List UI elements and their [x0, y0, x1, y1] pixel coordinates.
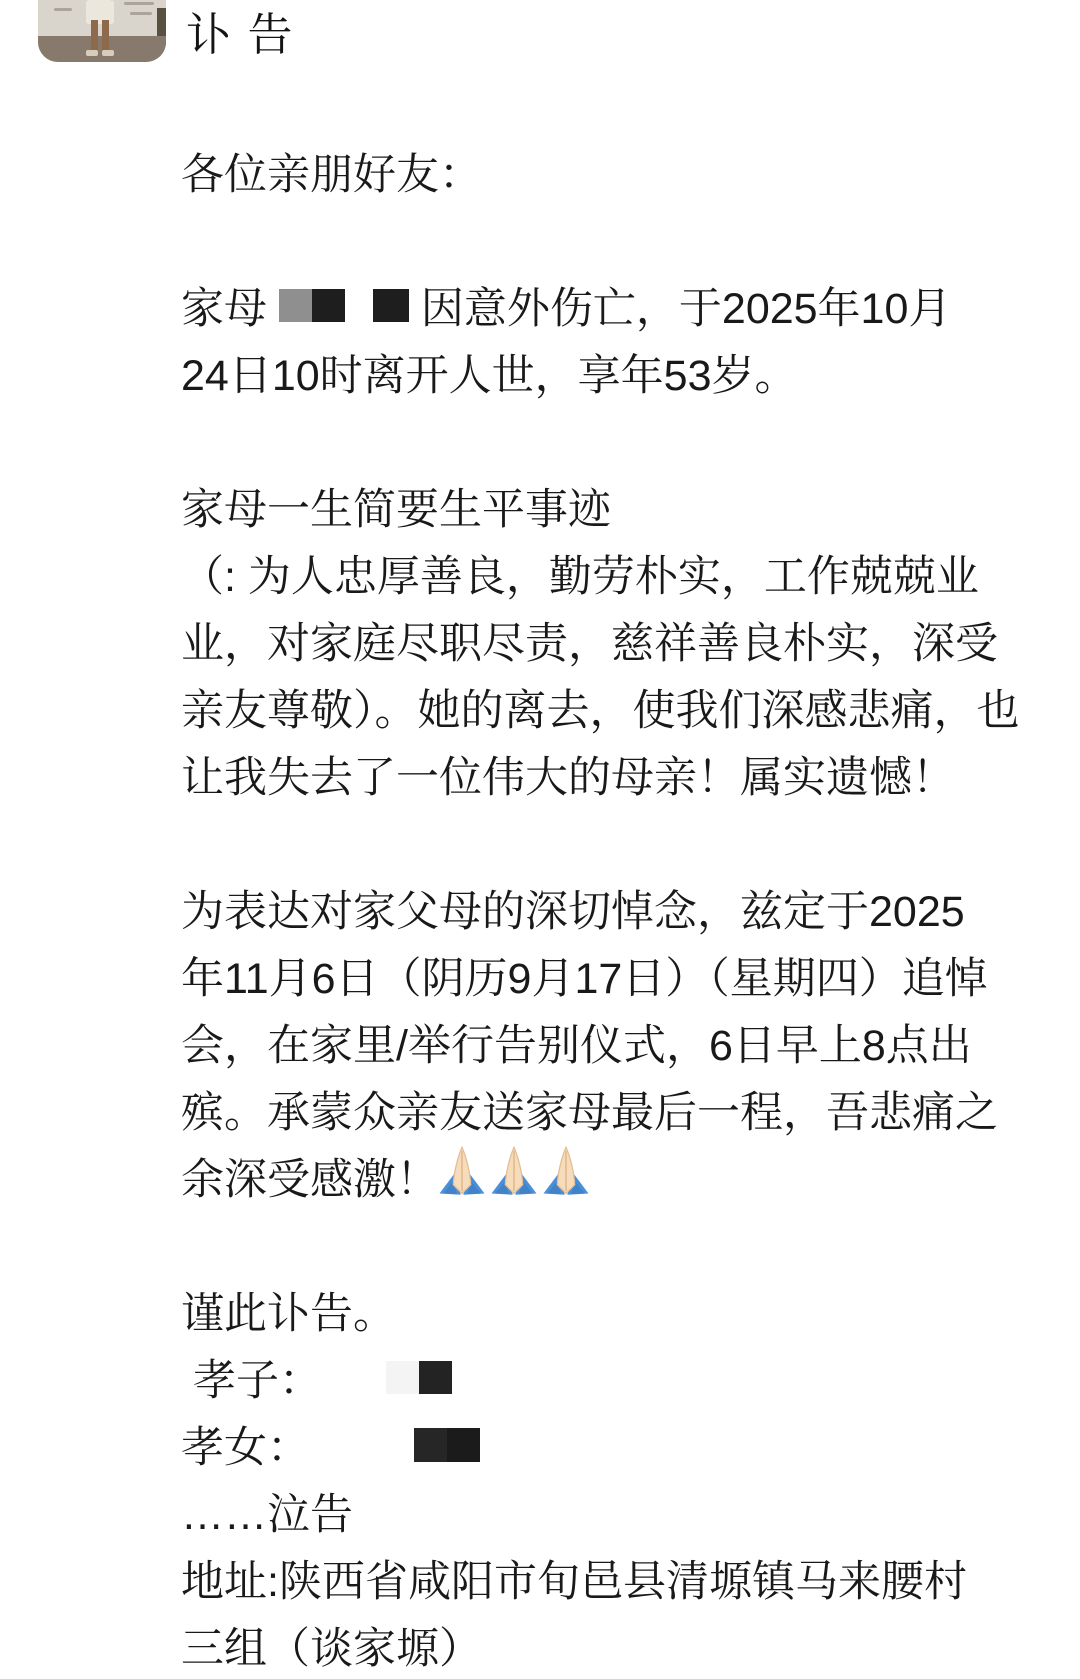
message-line	[181, 1612, 1061, 1679]
message-blank-line	[181, 808, 1061, 875]
message-blank-line	[181, 1210, 1061, 1277]
message-text: 家母	[181, 285, 279, 333]
avatar-wall-scribble	[124, 2, 154, 5]
message-line	[181, 1277, 1061, 1344]
message-blank-line	[181, 406, 1061, 473]
message-line	[181, 875, 1061, 942]
message-text: 谨此讣告。	[181, 1290, 396, 1338]
message-line	[181, 1076, 1061, 1143]
message-text: 各位亲朋好友：	[181, 151, 482, 199]
message-text: 让我失去了一位伟大的母亲！属实遗憾！	[181, 754, 955, 802]
mother-name-2-redaction	[373, 289, 409, 322]
message-line	[181, 339, 1061, 406]
message-text: 地址:陕西省咸阳市旬邑县清塬镇马来腰村	[181, 1558, 967, 1606]
page-title: 讣 告	[186, 9, 295, 60]
message-text: 余深受感激！	[181, 1156, 439, 1204]
avatar-person-leg	[91, 20, 98, 52]
message-line	[181, 674, 1061, 741]
message-text: 因意外伤亡，于2025年10月	[408, 285, 952, 333]
message-line	[181, 138, 1061, 205]
redaction-gap	[345, 305, 373, 306]
message-line	[181, 1545, 1061, 1612]
message-text: （: 为人忠厚善良，勤劳朴实，工作兢兢业	[181, 553, 979, 601]
message-text: 亲友尊敬）。她的离去，使我们深感悲痛，也	[181, 687, 1020, 735]
avatar-person-shoe	[102, 50, 114, 56]
message-line	[181, 1009, 1061, 1076]
mother-name-1-redaction	[279, 289, 345, 322]
message-line	[181, 1478, 1061, 1545]
redaction-gap	[322, 1444, 414, 1445]
message-text: 孝女：	[181, 1424, 322, 1472]
message-text: 为表达对家父母的深切悼念，兹定于2025	[181, 888, 965, 936]
avatar[interactable]	[38, 0, 166, 62]
message-text: 三组（谈家塬）	[181, 1625, 482, 1673]
message-text: 殡。承蒙众亲友送家母最后一程，吾悲痛之	[181, 1089, 998, 1137]
avatar-person-shoe	[86, 50, 98, 56]
message-line	[181, 540, 1061, 607]
message-body	[181, 138, 1061, 1679]
message-line	[181, 607, 1061, 674]
avatar-wall-scribble	[130, 12, 152, 15]
message-line	[181, 741, 1061, 808]
avatar-wall-scribble	[54, 8, 72, 11]
message-line	[181, 1411, 1061, 1478]
message-line	[181, 1143, 1061, 1210]
message-blank-line	[181, 205, 1061, 272]
message-line	[181, 473, 1061, 540]
daughter-name-redaction	[414, 1428, 480, 1462]
message-line	[181, 942, 1061, 1009]
message-line	[181, 1344, 1061, 1411]
message-text: 会，在家里/举行告别仪式，6日早上8点出	[181, 1022, 972, 1070]
message-line	[181, 272, 1061, 339]
folded-hands-icon	[543, 1146, 589, 1207]
message-text: 24日10时离开人世，享年53岁。	[181, 352, 798, 400]
avatar-person-leg	[102, 20, 109, 52]
message-text: 年11月6日（阴历9月17日）（星期四）追悼	[181, 955, 988, 1003]
folded-hands-icon	[491, 1146, 537, 1207]
message-text: 家母一生简要生平事迹	[181, 486, 611, 534]
message-text: 孝子：	[181, 1357, 334, 1405]
redaction-gap	[334, 1377, 386, 1378]
message-text: ……泣告	[181, 1491, 353, 1539]
son-name-redaction	[386, 1361, 452, 1394]
folded-hands-icon	[439, 1146, 485, 1207]
message-text: 业，对家庭尽职尽责，慈祥善良朴实，深受	[181, 620, 998, 668]
